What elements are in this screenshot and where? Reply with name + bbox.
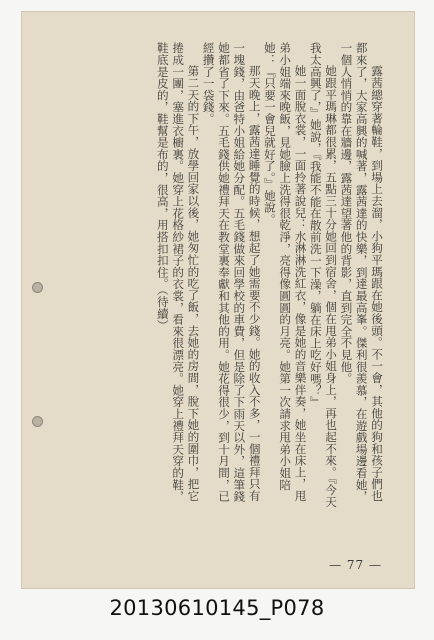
image-caption: 20130610145_P078 xyxy=(109,596,325,620)
page-number: — 77 — xyxy=(329,558,382,572)
binding-hole xyxy=(32,416,43,427)
binding-hole xyxy=(32,282,43,293)
document-page xyxy=(22,12,414,588)
paragraph: 她一面脫衣裳，一面拎著說兒：水淋淋洗紅衣，像是她的音樂伴奏，她坐在床上，甩弟小姐端來晚飯，見她臉上洗得很乾淨，亮得像圓圓的月亮。她第一次請求甩弟小姐陪她：『只要一會兒就好了。』她說。 xyxy=(262,42,308,502)
body-text xyxy=(84,42,384,510)
paragraph: 第二天的下午，放學回家以後，她匆忙的吃了飯，去她的房間，脫下她的圍巾，把它捲成一團，塞進衣櫥裏。她穿上花格紗裙子的衣裳，看來很漂亮。她穿上禮拜天穿的鞋，鞋底是皮的，鞋幫是布的，很高，用搭扣扣住。（待續） xyxy=(155,42,201,503)
paragraph: 那天晚上，露茜達睡覺的時候，想起了她需要不少錢。她的收入不多，一個禮拜只有一塊錢，由爸特小姐給她分配。五毛錢做來回學校的車費，但是除了下雨天以外，這筆錢她都省了下來。五毛錢供她禮拜天在教堂裏奉獻和其他的用。她花得很少，到十月間，已經攢了一袋錢。 xyxy=(201,42,262,503)
paragraph: 她跟平瑪琳都很累，五點三十分她回到宿舍，個在甩弟小姐身上，再也起不來。『今天我太高興了，』她說，『我能不能在散前洗一下澡，躺在床上吃好嗎？』 xyxy=(308,42,339,508)
paragraph: 露茜總穿著輪鞋，到場上去溜，小狗平瑪跟在她後頭。不一會，其他的狗和孩子們也都來了，大家高興的喊著，露茜達的快樂，到達最高峯。傑利很羨慕，在遊戲場邊看她，一個人悄悄的靠在牆邊，露茜達望著他的背影，直到完全不見他。 xyxy=(339,42,384,503)
